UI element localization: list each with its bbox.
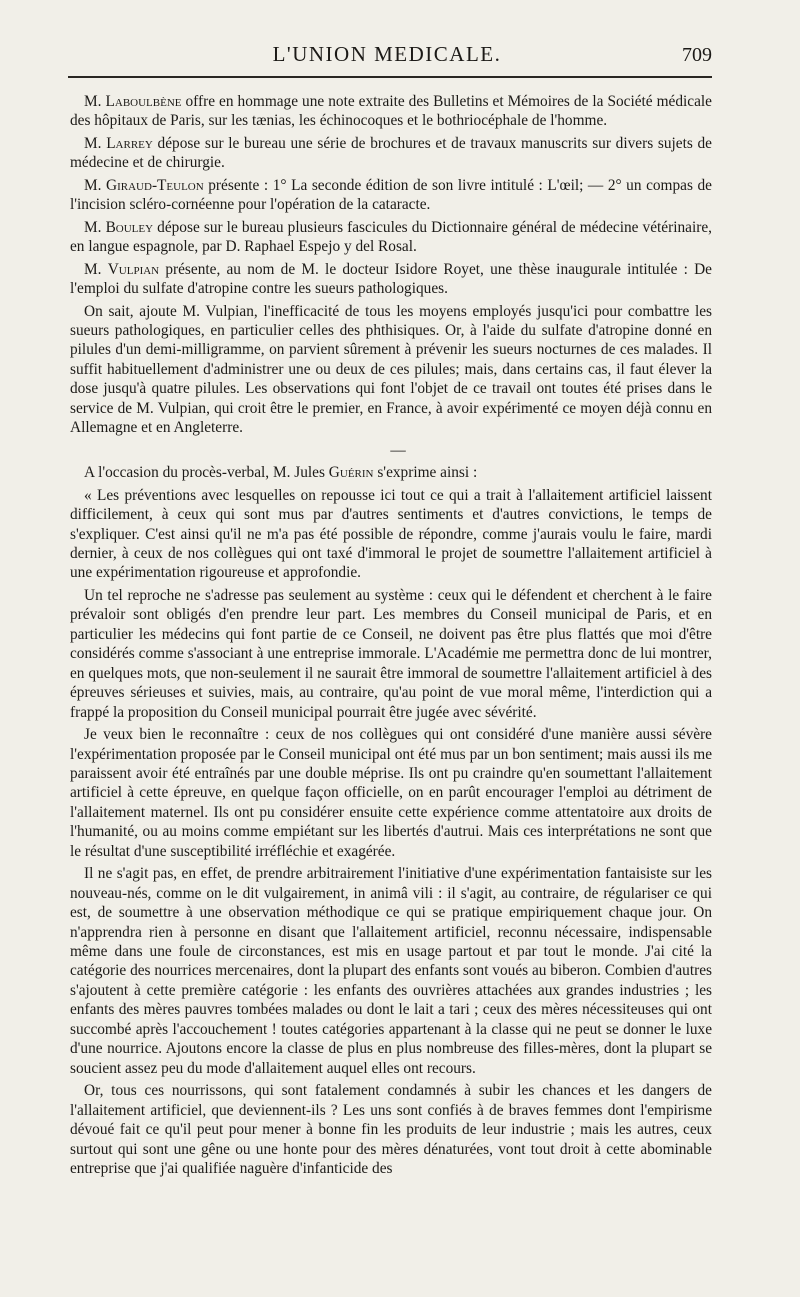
- speech-paragraph: Il ne s'agit pas, en effet, de prendre arbitrairement l'initiative d'une expérimentation fantaisiste sur les nouveau-nés, comme on le dit vulgairement, in animâ vili : il s'agit, au contraire, de régulariser ce qui est, de soumettre à une observation méthodique ce qui se pratique empiriquement chaque jour. On n'apprendra rien à personne en disant que l'allaitement artificiel, reconnu nécessaire, indispensable même dans une foule de circonstances, est mis en usage partout et par tout le monde. J'ai cité la catégorie des nourrices mercenaires, dont la plupart des enfants sont voués au biberon. Combien d'autres s'ajoutent à cette première catégorie : les enfants des ouvrières attachées aux grandes industries ; les enfants des mères pauvres tombées malades ou dont le lait a tari ; ceux des mères nécessiteuses qui ont succombé après l'accouchement ! toutes catégories appartenant à la classe qui ne peut se donner le luxe d'une nourrice. Ajoutons encore la classe de plus en plus nombreuse des filles-mères, dont la plupart se soucient assez peu du mode d'allaitement auquel elles ont recours.: [70, 865, 712, 1077]
- paragraph-text: A l'occasion du procès-verbal, M. Jules: [84, 464, 329, 482]
- paragraph-vulpian: [70, 260, 712, 299]
- header-rule: [68, 76, 712, 78]
- running-title: L'UNION MEDICALE.: [272, 42, 502, 66]
- speech-paragraph: Je veux bien le reconnaître : ceux de nos collègues qui ont considéré d'une manière aussi sévère l'expérimentation proposée par le Conseil municipal ont été mus par un bon sentiment; mais aussi ils me paraissent avoir été entraînés par une double méprise. Ils ont pu craindre qu'en soumettant l'allaitement artificiel à cette épreuve, en quelque façon officielle, on en parût encourager l'emploi au détriment de l'allaitement maternel. Ils ont pu considérer ensuite cette expérience comme attentatoire aux droits de l'humanité, ou au moins comme empiétant sur les libertés d'autrui. Mais ces interprétations ne sont que le résultat d'une susceptibilité irréfléchie et exagérée.: [70, 726, 712, 860]
- paragraph-atropine: On sait, ajoute M. Vulpian, l'inefficacité de tous les moyens employés jusqu'ici pour combattre les sueurs pathologiques, en particulier celles des phthisiques. Or, à l'aide du sulfate d'atropine donné en pilules d'un demi-milligramme, on parvient sûrement à prévenir les sueurs nocturnes de ces malades. Il suffit habituellement d'administrer une ou deux de ces pilules; mais, dans certains cas, il faut élever la dose jusqu'à quatre pilules. Les observations qui font l'objet de ce travail ont toutes été prises dans le service de M. Vulpian, qui croit être le premier, en France, à avoir expérimenté ce moyen déjà connu en Allemagne et en Angleterre.: [70, 302, 712, 437]
- speech-paragraph: Un tel reproche ne s'adresse pas seulement au système : ceux qui le défendent et cherchent à le faire prévaloir sont obligés d'en prendre leur part. Les membres du Conseil municipal de Paris, et en particulier les médecins qui font partie de ce Conseil, ne doivent pas être plus flattés que moi d'être considérés comme s'associant à une entreprise immorale. L'Académie me permettra donc de lui montrer, en quelques mots, que non-seulement il ne saurait être immoral de soumettre l'allaitement artificiel à des épreuves sérieuses et suivies, mais, au contraire, qu'au point de vue moral même, l'interdiction qui a frappé la proposition du Conseil municipal pourrait être jugée avec sévérité.: [70, 586, 712, 721]
- paragraph-giraud-teulon: [70, 176, 712, 215]
- honorific: M.: [84, 93, 106, 110]
- paragraph-text: offre en hommage une note extraite des Bulletins et Mémoires de la Société médicale des hôpitaux de Paris, sur les tænias, les échinocoques et le bothriocéphale de l'homme.: [70, 93, 712, 130]
- speech-paragraph: Or, tous ces nourrissons, qui sont fatalement condamnés à subir les chances et les dangers de l'allaitement artificiel, que deviennent-ils ? Les uns sont confiés à de braves femmes dont l'empirisme dévoué fait ce qu'il peut pour mener à bonne fin les produits de leur industrie ; mais les autres, ceux surtout qui sont une gêne ou une honte pour des mères dénaturées, vont tout droit à cette abominable entreprise que j'ai qualifiée naguère d'infanticide des: [70, 1082, 712, 1178]
- honorific: M.: [84, 176, 107, 194]
- paragraph-text: dépose sur le bureau une série de brochures et de travaux manuscrits sur divers sujets de médecine et de chirurgie.: [70, 134, 712, 172]
- page-number: 709: [682, 44, 712, 66]
- speaker-name: Bouley: [105, 218, 154, 236]
- speaker-name: Vulpian: [107, 260, 160, 278]
- paragraph-bouley: [70, 218, 712, 257]
- honorific: M.: [84, 218, 106, 236]
- paragraph-text: présente : 1° La seconde édition de son livre intitulé : L'œil; — 2° un compas de l'incision scléro-cornéenne pour l'opération de la cataracte.: [70, 176, 712, 214]
- honorific: M.: [84, 134, 107, 152]
- section-separator: —: [390, 441, 406, 459]
- paragraph-text: présente, au nom de M. le docteur Isidore Royet, une thèse inaugurale intitulée : De l'emploi du sulfate d'atropine contre les sueurs pathologiques.: [70, 260, 712, 298]
- speaker-name: Larrey: [106, 134, 153, 152]
- honorific: M.: [84, 260, 108, 278]
- paragraph-laboulbene: [70, 92, 712, 131]
- paragraph-text: dépose sur le bureau plusieurs fascicules du Dictionnaire général de médecine vétérinaire, en langue espagnole, par D. Raphael Espejo y del Rosal.: [70, 218, 712, 256]
- paragraph-text: s'exprime ainsi :: [373, 464, 478, 482]
- paragraph-proces-verbal: [70, 463, 712, 482]
- speaker-name: Guérin: [328, 464, 374, 482]
- speech-paragraph: « Les préventions avec lesquelles on repousse ici tout ce qui a trait à l'allaitement artificiel laissent difficilement, à ceux qui sont mus par d'autres sentiments et d'autres convictions, le temps de s'expliquer. C'est ainsi qu'il ne m'a pas été possible de répondre, comme j'aurais voulu le faire, mardi dernier, à ceux de nos collègues qui ont taxé d'immoral le projet de soumettre l'allaitement artificiel à une expérimentation rigoureuse et approfondie.: [70, 486, 712, 582]
- speaker-name: Laboulbène: [105, 93, 182, 110]
- article-body: [70, 92, 712, 1181]
- speaker-name: Giraud-Teulon: [106, 176, 204, 194]
- page-header: [62, 40, 712, 70]
- paragraph-larrey: [70, 134, 712, 173]
